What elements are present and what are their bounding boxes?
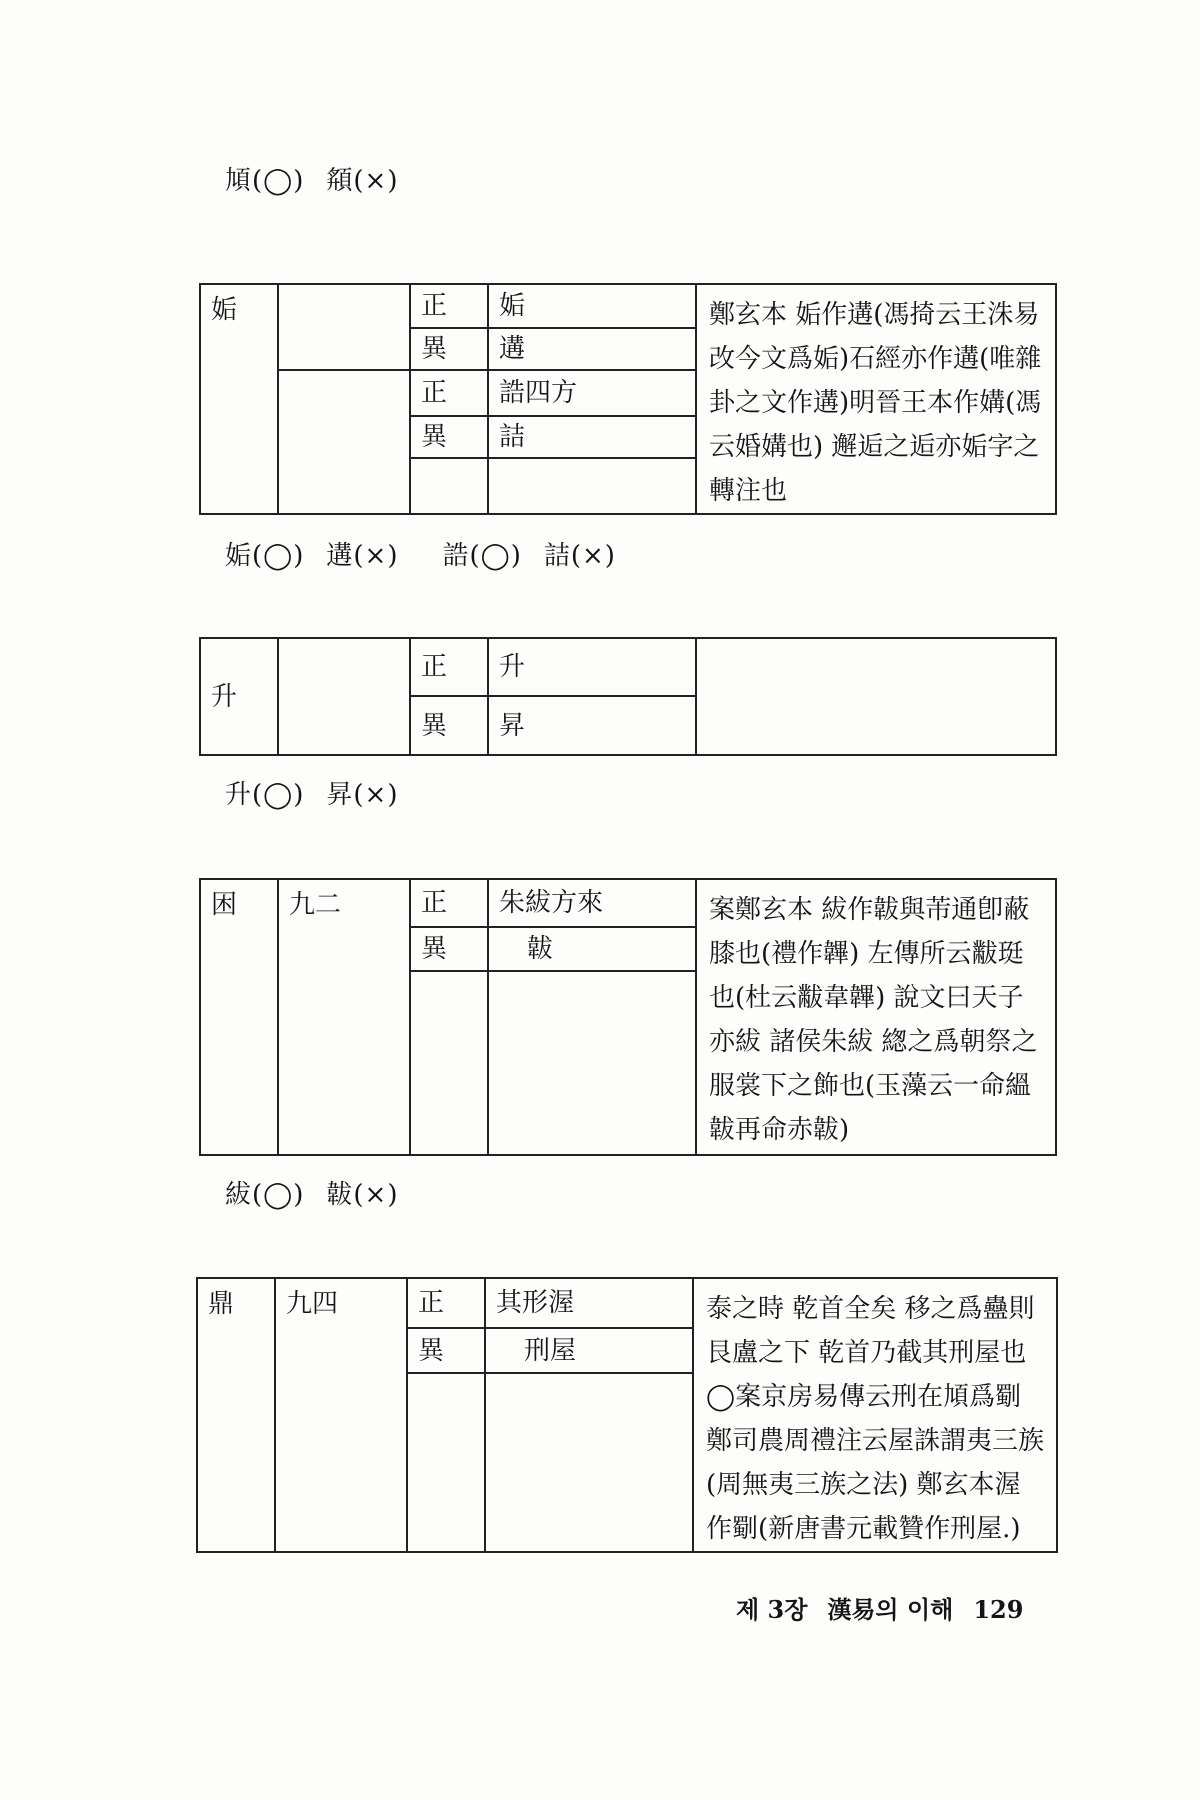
empty-cell xyxy=(485,1373,693,1552)
line-cell: 九二 xyxy=(278,879,410,1155)
empty-cell xyxy=(407,1373,485,1552)
zheng-label: 正 xyxy=(407,1278,485,1328)
yi-label: 異 xyxy=(407,1328,485,1374)
line-cell xyxy=(278,370,410,514)
verdict-wrong: 韍(×) xyxy=(326,1180,399,1210)
commentary-line: 轉注也 xyxy=(709,476,788,506)
zheng-label: 正 xyxy=(410,638,488,696)
yi-label: 異 xyxy=(410,696,488,755)
yi-text: 詰 xyxy=(488,416,696,458)
verdict-sheng xyxy=(225,774,398,811)
zheng-text: 誥四方 xyxy=(488,370,696,416)
page-number: 129 xyxy=(973,1595,1024,1624)
empty-cell xyxy=(410,458,488,514)
verdict-gou xyxy=(225,535,616,572)
zheng-label: 正 xyxy=(410,284,488,328)
yi-text: 昇 xyxy=(488,696,696,755)
commentary-line: 艮盧之下 乾首乃截其刑屋也 xyxy=(706,1338,1027,1368)
commentary-line: 服裳下之飾也(玉藻云一命縕 xyxy=(709,1071,1032,1101)
verdict-correct: 姤(◯) xyxy=(225,541,305,571)
commentary-line: ◯案京房易傳云刑在頄爲劅 xyxy=(706,1382,1022,1412)
yi-label: 異 xyxy=(410,328,488,370)
chapter-title: 漢易의 이해 xyxy=(827,1595,954,1624)
commentary-cell xyxy=(696,879,1056,1155)
verdict-wrong: 昇(×) xyxy=(326,780,399,810)
verdict-correct: 升(◯) xyxy=(225,780,305,810)
line-cell xyxy=(278,284,410,370)
commentary-line: 卦之文作遘)明晉王本作媾(馮 xyxy=(709,388,1042,418)
commentary-line: 作劅(新唐書元載贊作刑屋.) xyxy=(706,1514,1021,1544)
yi-text-value: 韍 xyxy=(527,934,554,964)
commentary-line: 案鄭玄本 紱作韍與芾通卽蔽 xyxy=(709,895,1030,925)
hexagram-cell: 升 xyxy=(200,638,278,755)
line-cell xyxy=(278,638,410,755)
commentary-line: 鄭司農周禮注云屋誅謂夷三族 xyxy=(706,1426,1045,1456)
chapter-label: 제 3장 xyxy=(736,1595,808,1624)
yi-text-value: 刑屋 xyxy=(524,1335,577,1366)
zheng-text: 姤 xyxy=(488,284,696,328)
commentary-line: 亦紱 諸侯朱紱 緫之爲朝祭之 xyxy=(709,1027,1038,1057)
commentary-cell xyxy=(696,284,1056,514)
variant-table-gou xyxy=(199,283,1057,515)
empty-cell xyxy=(488,971,696,1155)
commentary-line: 韍再命赤韍) xyxy=(709,1115,850,1145)
verdict-correct: 頄(◯) xyxy=(225,166,305,196)
commentary-line: 也(杜云黻韋韠) 說文曰天子 xyxy=(709,983,1024,1013)
verdict-wrong: 遘(×) xyxy=(326,541,399,571)
verdict-correct: 紱(◯) xyxy=(225,1180,305,1210)
commentary-line: 泰之時 乾首全矣 移之爲蠱則 xyxy=(706,1294,1035,1324)
hexagram-cell: 鼎 xyxy=(197,1278,275,1552)
verdict-top xyxy=(225,160,398,197)
zheng-label: 正 xyxy=(410,879,488,927)
zheng-label: 正 xyxy=(410,370,488,416)
hexagram-cell: 困 xyxy=(200,879,278,1155)
yi-text: 遘 xyxy=(488,328,696,370)
yi-label: 異 xyxy=(410,927,488,971)
commentary-line: 改今文爲姤)石經亦作遘(唯雜 xyxy=(709,344,1042,374)
commentary-line: 云婚媾也) 邂逅之逅亦姤字之 xyxy=(709,432,1040,462)
verdict-correct: 誥(◯) xyxy=(442,541,522,571)
variant-table-kun xyxy=(199,878,1057,1156)
yi-text xyxy=(488,927,696,971)
zheng-text: 其形渥 xyxy=(485,1278,693,1328)
commentary-line: 鄭玄本 姤作遘(馮掎云王洙易 xyxy=(709,300,1040,330)
zheng-text: 升 xyxy=(488,638,696,696)
verdict-wrong: 詰(×) xyxy=(543,541,616,571)
yi-label: 異 xyxy=(410,416,488,458)
yi-text xyxy=(485,1328,693,1374)
variant-table-sheng xyxy=(199,637,1057,756)
hexagram-cell: 姤 xyxy=(200,284,278,514)
line-cell: 九四 xyxy=(275,1278,407,1552)
verdict-wrong: 頯(×) xyxy=(326,166,399,196)
verdict-kun xyxy=(225,1174,398,1211)
page-footer xyxy=(736,1590,1023,1625)
commentary-cell xyxy=(696,638,1056,755)
empty-cell xyxy=(410,971,488,1155)
commentary-line: 膝也(禮作韠) 左傳所云黻珽 xyxy=(709,939,1024,969)
variant-table-ding xyxy=(196,1277,1058,1553)
empty-cell xyxy=(488,458,696,514)
zheng-text: 朱紱方來 xyxy=(488,879,696,927)
commentary-line: (周無夷三族之法) 鄭玄本渥 xyxy=(706,1470,1021,1500)
commentary-cell xyxy=(693,1278,1057,1552)
